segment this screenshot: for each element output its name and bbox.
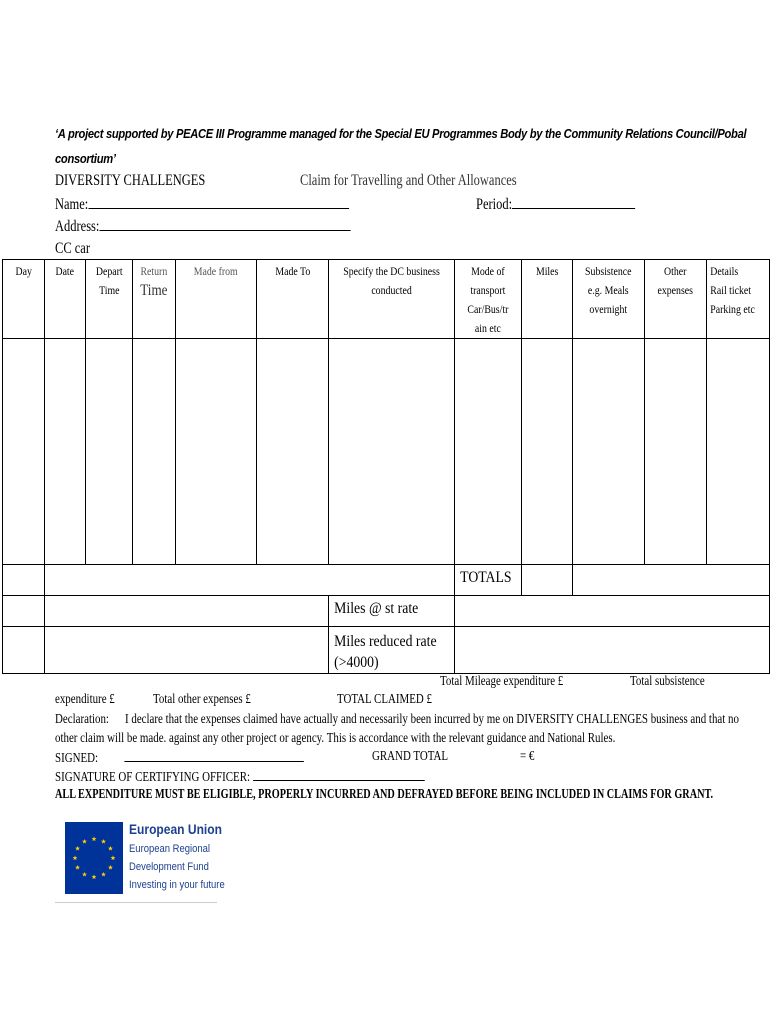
header-depart-time: Depart Time <box>85 260 133 339</box>
address-field[interactable] <box>99 218 350 231</box>
eu-star <box>101 839 106 844</box>
form-title: DIVERSITY CHALLENGES <box>55 172 206 189</box>
miles-st-rate-label: Miles @ st rate <box>334 600 419 617</box>
header-miles: Miles <box>522 260 573 339</box>
grand-total-value: = € <box>520 749 535 764</box>
entry-miles-cell[interactable] <box>522 339 573 565</box>
expenditure-label: expenditure £ <box>55 692 115 707</box>
header-made-to: Made To <box>256 260 329 339</box>
logo-line-2: European Regional <box>129 843 211 855</box>
logo-line-4: Investing in your future <box>129 879 225 891</box>
logo-rule <box>55 902 217 903</box>
total-other-label: Total other expenses £ <box>153 692 251 707</box>
totals-miles-cell[interactable] <box>522 565 573 596</box>
address-label: Address: <box>55 218 100 235</box>
project-note-line1: ‘A project supported by PEACE III Programme managed for the Special EU Programmes Body by the Community Relations Council/Pobal <box>55 126 747 141</box>
certifying-label: SIGNATURE OF CERTIFYING OFFICER: <box>55 770 251 785</box>
entry-row <box>3 339 770 565</box>
entry-date-cell[interactable] <box>45 339 86 565</box>
entry-details-cell[interactable] <box>706 339 769 565</box>
header-details: Details Rail ticket Parking etc <box>706 260 769 339</box>
eu-star <box>82 872 87 877</box>
grand-total-label: GRAND TOTAL <box>372 749 449 764</box>
miles-reduced-value[interactable] <box>455 627 770 674</box>
total-subsistence-label: Total subsistence <box>630 674 705 689</box>
header-date: Date <box>45 260 86 339</box>
claims-table <box>2 259 770 674</box>
certifying-field[interactable] <box>253 768 425 781</box>
header-row <box>3 260 770 339</box>
entry-subsistence-cell[interactable] <box>573 339 645 565</box>
totals-row <box>3 565 770 596</box>
signed-row <box>55 749 304 767</box>
eu-star <box>75 865 80 870</box>
period-label: Period: <box>476 196 513 213</box>
project-note-line2: consortium’ <box>55 151 116 166</box>
eligibility-notice: ALL EXPENDITURE MUST BE ELIGIBLE, PROPERLY INCURRED AND DEFRAYED BEFORE BEING INCLUDED IN CLAIMS FOR GRANT. <box>55 787 714 802</box>
name-field[interactable] <box>88 196 349 209</box>
eu-star <box>108 865 113 870</box>
entry-depart-cell[interactable] <box>85 339 133 565</box>
totals-amount-cell[interactable] <box>573 565 770 596</box>
miles-st-rate-cell <box>329 596 455 627</box>
header-made-from: Made from <box>176 260 256 339</box>
eu-star <box>108 846 113 851</box>
entry-from-cell[interactable] <box>176 339 256 565</box>
miles-st-rate-row <box>3 596 770 627</box>
miles-reduced-cell <box>329 627 455 674</box>
header-other: Other expenses <box>645 260 706 339</box>
logo-line-3: Development Fund <box>129 861 209 873</box>
header-subsistence: Subsistence e.g. Meals overnight <box>573 260 645 339</box>
address-row <box>55 218 351 236</box>
header-day: Day <box>3 260 45 339</box>
eu-star <box>111 855 116 860</box>
totals-label-cell <box>455 565 522 596</box>
certifying-row <box>55 768 425 786</box>
signed-label: SIGNED: <box>55 751 99 766</box>
entry-return-cell[interactable] <box>133 339 176 565</box>
eu-star <box>73 855 78 860</box>
eu-star <box>75 846 80 851</box>
entry-to-cell[interactable] <box>256 339 329 565</box>
eu-logo <box>55 818 225 904</box>
total-claimed-label: TOTAL CLAIMED £ <box>337 692 432 707</box>
eu-star <box>92 874 97 879</box>
miles-reduced-threshold: (>4000) <box>334 654 379 671</box>
declaration-text-2: other claim will be made. against any other project or agency. This is accordance with the relevant guidance and National Rules. <box>55 731 616 746</box>
period-row <box>476 196 635 214</box>
logo-title: European Union <box>129 821 222 837</box>
declaration-label: Declaration: <box>55 712 109 727</box>
totals-label: TOTALS <box>460 569 512 586</box>
miles-reduced-label: Miles reduced rate <box>334 633 437 650</box>
eu-star <box>82 839 87 844</box>
name-label: Name: <box>55 196 89 213</box>
header-mode: Mode of transport Car/Bus/tr ain etc <box>455 260 522 339</box>
header-specify: Specify the DC business conducted <box>329 260 455 339</box>
entry-mode-cell[interactable] <box>455 339 522 565</box>
eu-flag-icon <box>65 822 123 894</box>
header-return-time: Return Time <box>133 260 176 339</box>
eu-stars <box>65 822 123 894</box>
signed-field[interactable] <box>125 749 304 762</box>
name-row <box>55 196 349 214</box>
entry-business-cell[interactable] <box>329 339 455 565</box>
declaration-text-1: I declare that the expenses claimed have actually and necessarily been incurred by me on DIVERSITY CHALLENGES business and that no <box>125 712 739 727</box>
period-field[interactable] <box>512 196 635 209</box>
claim-title: Claim for Travelling and Other Allowances <box>300 172 517 189</box>
cc-car-label: CC car <box>55 240 91 257</box>
entry-other-cell[interactable] <box>645 339 706 565</box>
total-mileage-label: Total Mileage expenditure £ <box>440 674 564 689</box>
miles-reduced-row <box>3 627 770 674</box>
miles-st-rate-value[interactable] <box>455 596 770 627</box>
entry-day-cell[interactable] <box>3 339 45 565</box>
eu-star <box>92 836 97 841</box>
eu-star <box>101 872 106 877</box>
